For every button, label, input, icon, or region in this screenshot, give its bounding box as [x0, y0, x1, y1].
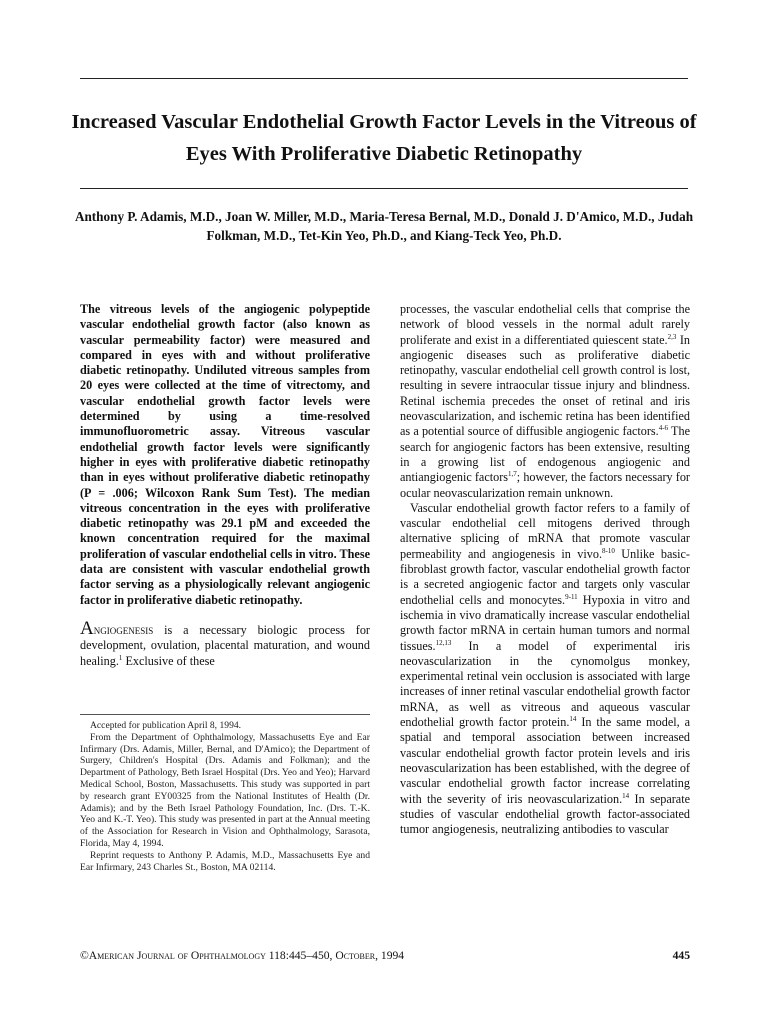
text-run: ; however, the factors necessary for ocular neovascularization remain unknown.	[400, 470, 690, 500]
text-run: Vascular endothelial growth factor refers to a family of vascular endothelial cell mitogens derived through alternative splicing of mRNA that promote vascular permeability and angiogenesis in vivo.	[400, 500, 690, 561]
left-column	[80, 302, 370, 669]
footnotes	[80, 720, 370, 873]
body-paragraph-2	[400, 501, 690, 838]
top-rule	[80, 78, 688, 79]
footnote-rule	[80, 714, 370, 715]
text-run: In separate studies of vascular endothelial growth factor-associated tumor angiogenesis, neutralizing antibodies to vascular	[400, 791, 690, 837]
intro-smallcaps: ngiogenesis	[93, 622, 154, 637]
article-title: Increased Vascular Endothelial Growth Factor Levels in the Vitreous of Eyes With Proliferative Diabetic Retinopathy	[71, 111, 697, 165]
citation: 1	[118, 653, 123, 662]
drop-cap: A	[80, 617, 94, 639]
text-run: processes, the vascular endothelial cells that comprise the network of blood vessels in the normal adult rarely proliferate and exist in a differentiated quiescent state.	[400, 302, 690, 347]
citation: 14	[569, 714, 577, 723]
citation: 4-6	[658, 424, 669, 433]
intro-tail: Exclusive of these	[122, 653, 215, 668]
text-run: Unlike basic-fibroblast growth factor, vascular endothelial growth factor is a secreted angiogenic factor and targets only vascular endothelial cells and monocytes.	[400, 546, 690, 607]
citation: 9-11	[565, 592, 578, 601]
text-run: The search for angiogenic factors has been extensive, resulting in a growing list of endogenous angiogenic and antiangiogenic factors	[400, 424, 690, 485]
title-rule	[80, 188, 688, 189]
body-paragraph-1	[400, 302, 690, 501]
intro-text: is a necessary biologic process for development, ovulation, placental maturation, and wound healing.	[80, 622, 370, 668]
citation: 14	[622, 791, 630, 800]
journal-citation: ©American Journal of Ophthalmology 118:445–450, October, 1994	[80, 949, 405, 962]
footnote-reprint: Reprint requests to Anthony P. Adamis, M.D., Massachusetts Eye and Ear Infirmary, 243 Charles St., Boston, MA 02114.	[80, 849, 370, 873]
citation: 2,3	[667, 332, 677, 341]
text-run: Hypoxia in vitro and ischemia in vivo dramatically increase vascular endothelial growth factor mRNA in certain human tumors and normal tissues.	[400, 592, 690, 653]
abstract-text: The vitreous levels of the angiogenic polypeptide vascular endothelial growth factor (also known as vascular permeability factor) were measured and compared in eyes with and without proliferative diabetic retinopathy. Undiluted vitreous samples from 20 eyes were collected at the time of vitrectomy, and vascular endothelial growth factor levels were determined by using a time-resolved immunofluorometric assay. Vitreous vascular endothelial growth factor levels were significantly higher in eyes with proliferative diabetic retinopathy than in eyes without proliferative diabetic retinopathy (P = .006; Wilcoxon Rank Sum Test). The median vitreous concentration in the eyes with proliferative diabetic retinopathy was 29.1 pM and exceeded the known concentration required for the maximal proliferation of vascular endothelial cells in vitro. These data are consistent with vascular endothelial growth factor serving as a physiologically relevant angiogenic factor in proliferative diabetic retinopathy.	[80, 302, 370, 607]
intro-paragraph	[80, 617, 370, 669]
text-run: In angiogenic diseases such as proliferative diabetic retinopathy, vascular endothelial cell growth control is lost, resulting in severe intraocular tissue injury and blindness. Retinal ischemia precedes the onset of retinal and iris neovascularization, and ischemic retina has been identified as a potential source of diffusible angiogenic factors.	[400, 332, 690, 439]
page-number: 445	[672, 949, 690, 962]
footnote-affiliations: From the Department of Ophthalmology, Massachusetts Eye and Ear Infirmary (Drs. Adamis, Miller, Bernal, and D'Amico); the Department of Surgery, Children's Hospital (Drs. Adamis and Folkman); and the Department of Pathology, Beth Israel Hospital (Drs. Yeo and Yeo); Harvard Medical School, Boston, Massachusetts. This study was supported in part by research grant EY00325 from the National Institutes of Health (Dr. Adamis); and by the Beth Israel Pathology Foundation, Inc. (Drs. T.-K. Yeo and K.-T. Yeo). This study was presented in part at the Annual meeting of the Association for Research in Vision and Ophthalmology, Sarasota, Florida, May 4, 1994.	[80, 731, 370, 849]
footnote-accepted: Accepted for publication April 8, 1994.	[90, 720, 242, 731]
right-column	[400, 302, 690, 837]
citation: 8-10	[602, 546, 615, 555]
text-run: In the same model, a spatial and temporal association between increased vascular endothelial growth factor protein levels and iris neovascularization has been established, with the degree of vascular endothelial growth factor increase correlating with the severity of iris neovascularization.	[400, 715, 690, 806]
abstract	[80, 302, 370, 608]
author-list: Anthony P. Adamis, M.D., Joan W. Miller, M.D., Maria-Teresa Bernal, M.D., Donald J. D'Amico, M.D., Judah Folkman, M.D., Tet-Kin Yeo, Ph.D., and Kiang-Teck Yeo, Ph.D.	[74, 209, 694, 243]
text-run: In a model of experimental iris neovascularization in the cynomolgus monkey, experimental retinal vein occlusion is associated with large increases of inner retinal vascular endothelial growth factor mRNA, as well as vitreous and aqueous vascular endothelial growth factor protein.	[400, 638, 691, 730]
citation: 1,7	[508, 470, 517, 479]
citation: 12,13	[435, 638, 452, 647]
